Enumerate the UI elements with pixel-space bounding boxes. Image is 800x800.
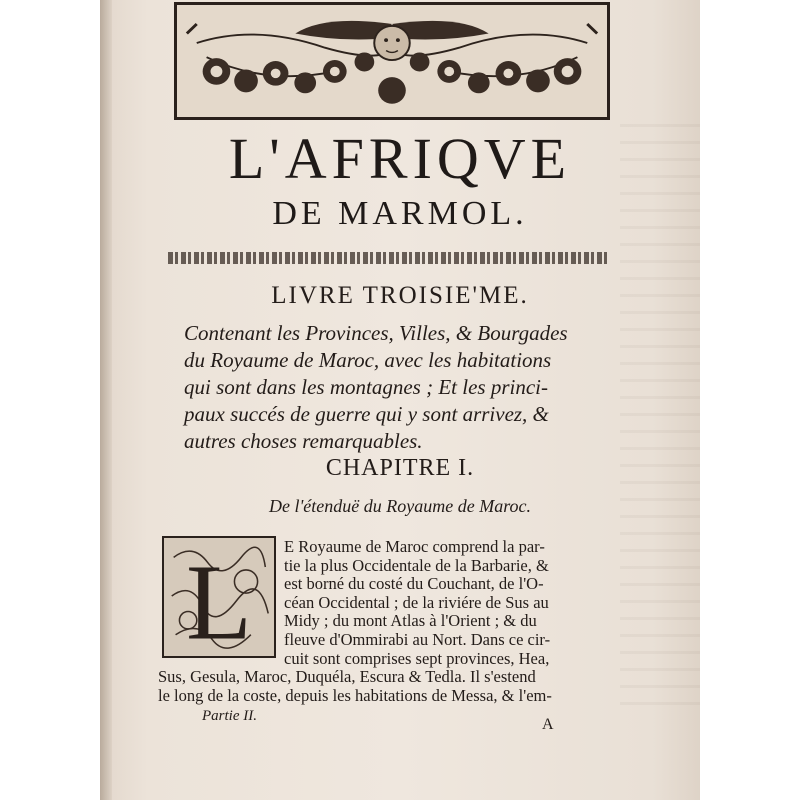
signature-mark: Partie II. [202,708,257,724]
body-line: céan Occidental ; de la riviére de Sus au [284,592,549,612]
summary-line: paux succés de guerre qui y sont arrivez, & [184,402,549,426]
drop-cap [162,536,276,658]
body-line: Midy ; du mont Atlas à l'Orient ; & du [284,611,537,631]
summary-line: qui sont dans les montagnes ; Et les princi- [184,375,548,399]
chapter-title: CHAPITRE I. [325,455,475,481]
page-gutter [100,0,112,800]
book-page [100,0,700,800]
summary-line: Contenant les Provinces, Villes, & Bourgades [184,321,568,345]
body-line: tie la plus Occidentale de la Barbarie, & [284,555,549,575]
headpiece-ornament [174,2,610,120]
body-line: fleuve d'Ommirabi au Nort. Dans ce cir- [284,630,551,649]
body-line: le long de la coste, depuis les habitations de Messa, & l'em- [158,685,552,705]
chapter-subtitle: De l'étenduë du Royaume de Maroc. [268,496,532,516]
body-line: cuit sont comprises sept provinces, Hea, [284,648,550,668]
body-line: Sus, Gesula, Maroc, Duquéla, Escura & Tedla. Il s'estend [158,667,536,687]
summary-line: du Royaume de Maroc, avec les habitations [184,348,552,372]
decorated-initial-icon [164,538,274,656]
body-line: E Royaume de Maroc comprend la par- [284,537,545,556]
drop-cap-letter: L [185,543,253,656]
book-subtitle: DE MARMOL. [272,195,528,232]
summary-paragraph [184,320,624,455]
book-section-heading: LIVRE TROISIE'ME. [271,282,529,309]
book-title: L'AFRIQVE [228,126,572,191]
summary-line: autres choses remarquables. [184,429,423,453]
body-line: est borné du costé du Couchant, de l'O- [284,574,544,594]
ornamental-rule [168,252,608,264]
cherub-garland-icon [177,5,607,117]
catchword: A [542,716,554,733]
